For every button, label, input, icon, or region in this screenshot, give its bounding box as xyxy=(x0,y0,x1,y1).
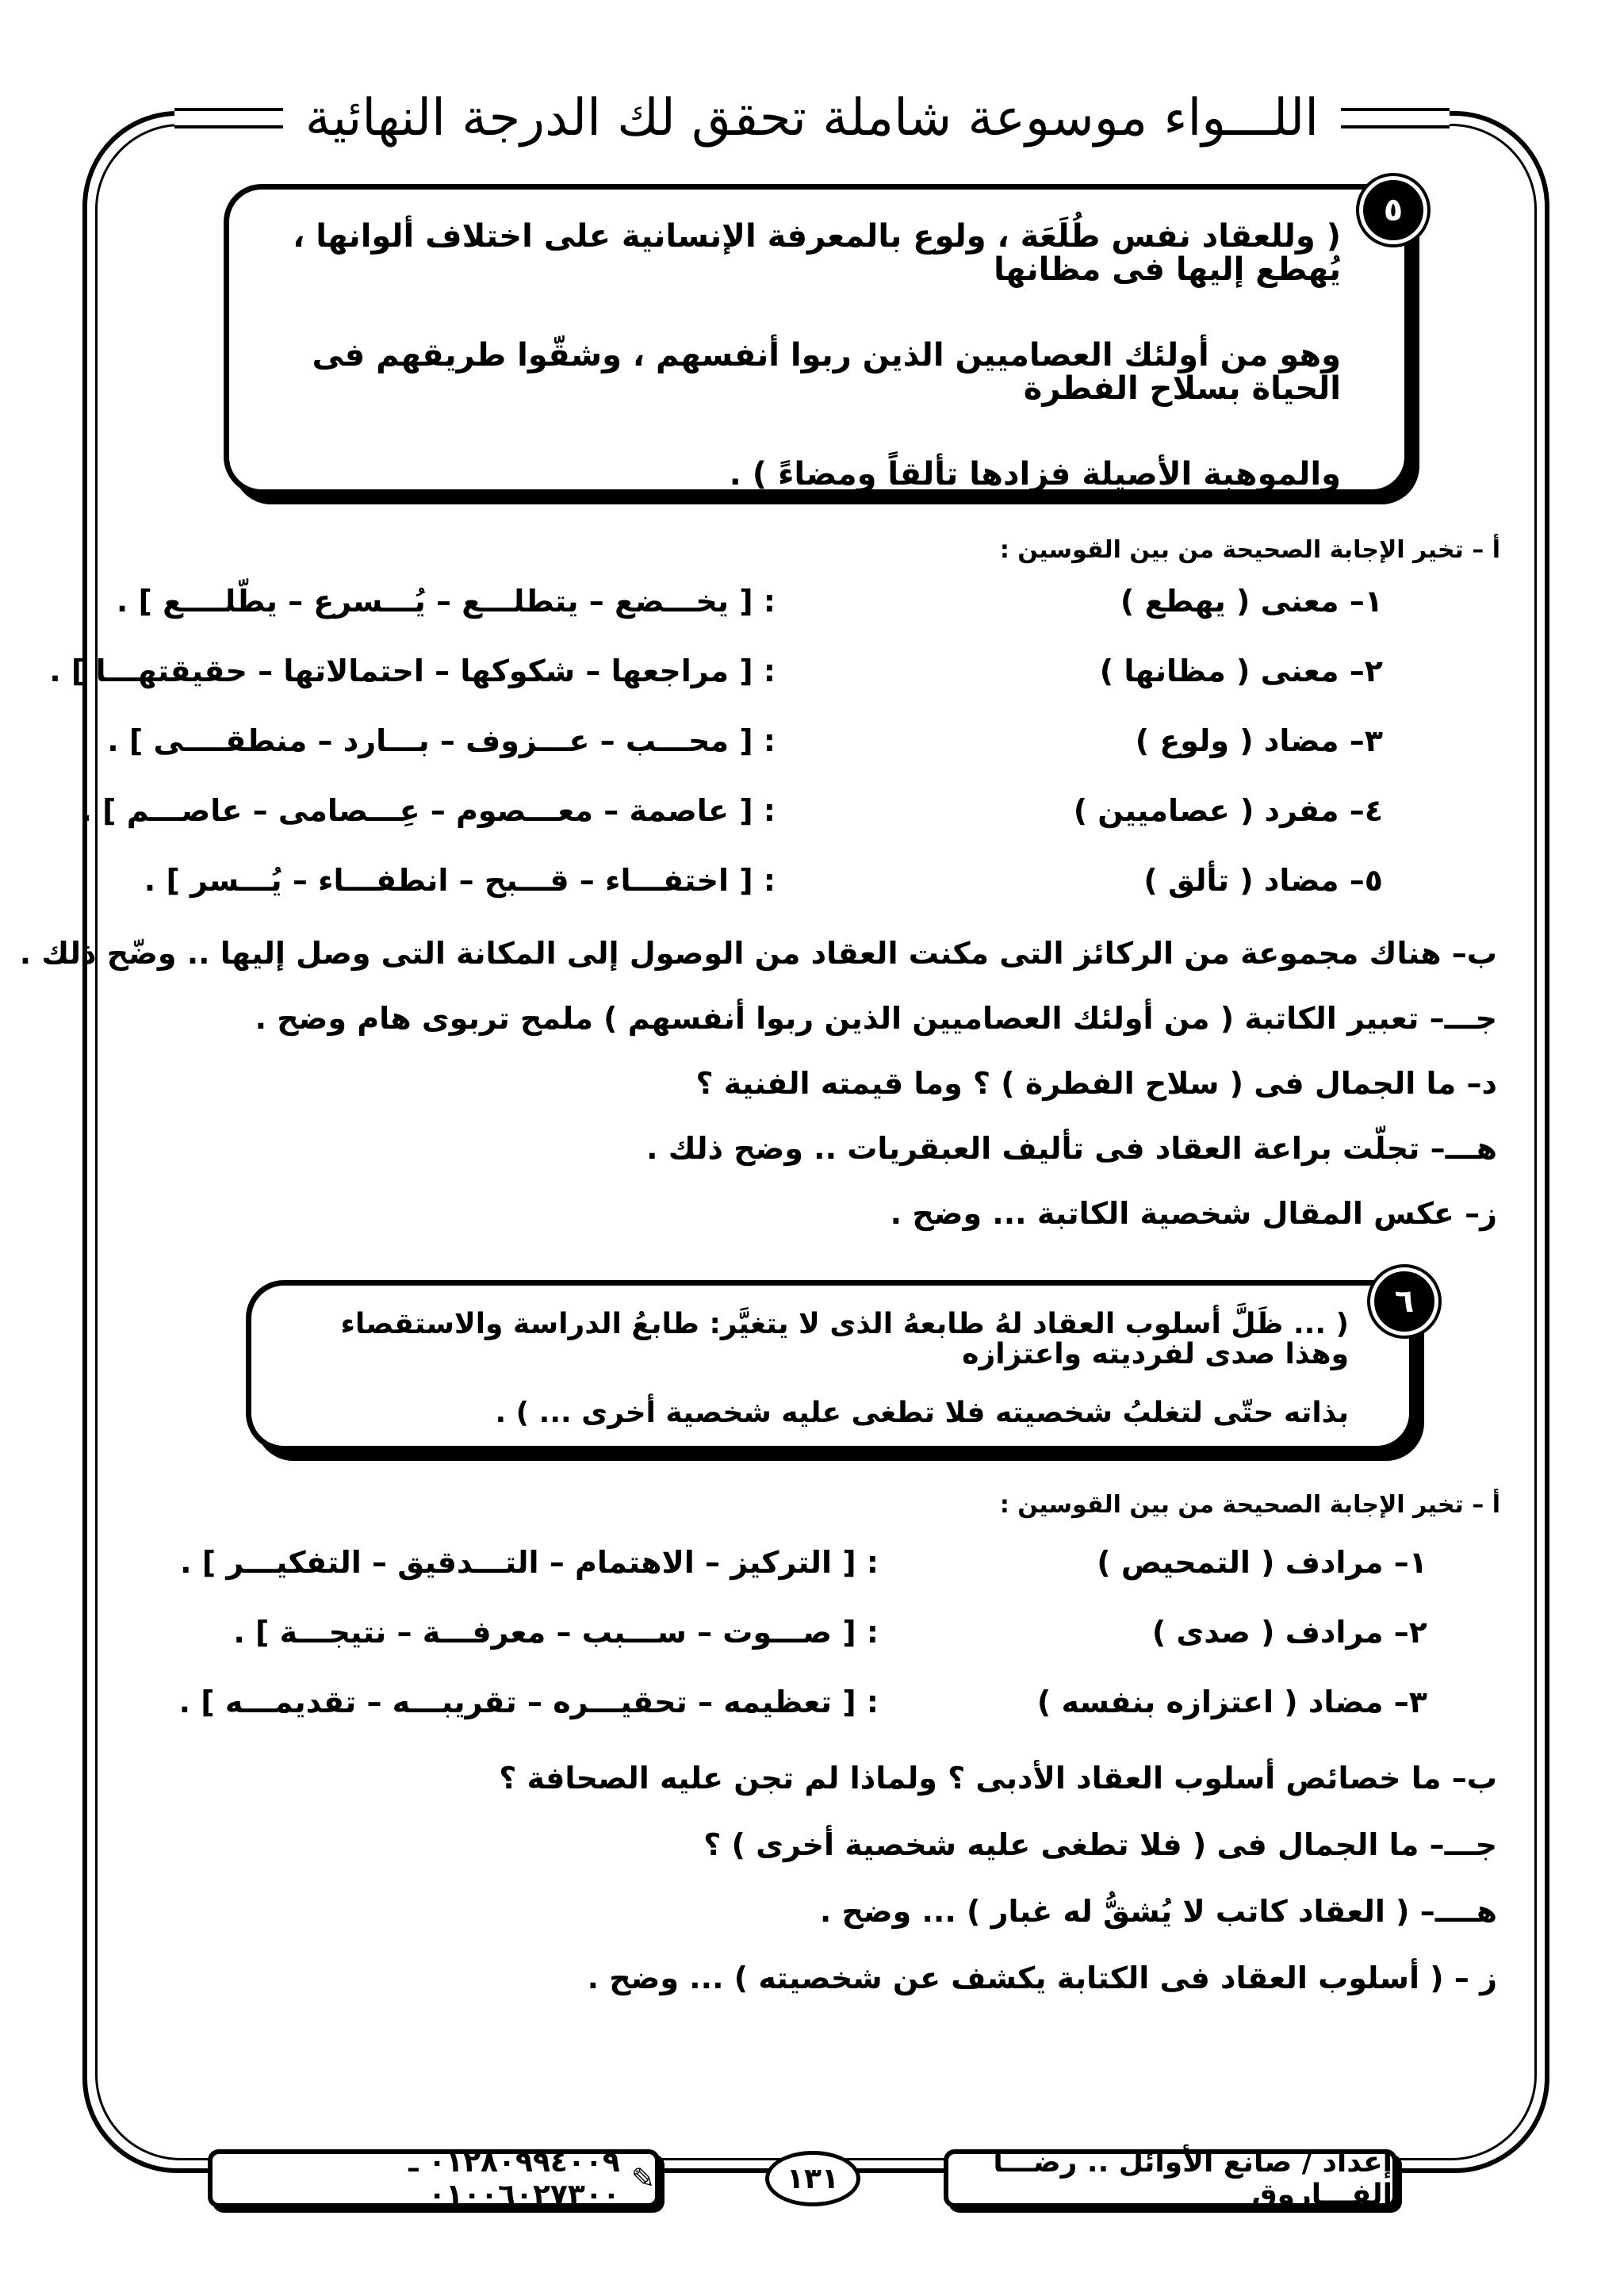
section-6-question-b: ب– ما خصائص أسلوب العقاد الأدبى ؟ ولماذا لم تجن عليه الصحافة ؟ xyxy=(499,1761,1497,1796)
section-6-item-3-opts: : [ تعظيمه – تحقيـــره – تقريبـــه – تقديمـــه ] . xyxy=(178,1685,879,1719)
section-5-instruction: أ – تخير الإجابة الصحيحة من بين القوسين : xyxy=(999,536,1500,564)
section-6-item-3-q: ٣– مضاد ( اعتزازه بنفسه ) xyxy=(1036,1685,1427,1719)
passage-5-line-2: وهو من أولئك العصاميين الذين ربوا أنفسهم ، وشقّوا طريقهم فى الحياة بسلاح الفطرة xyxy=(312,337,1341,407)
section-5-question-j: جـــ– تعبير الكاتبة ( من أولئك العصاميين الذين ربوا أنفسهم ) ملمح تربوى هام وضح . xyxy=(255,1001,1497,1036)
section-5-item-5-q: ٥– مضاد ( تألق ) xyxy=(1143,863,1383,898)
pen-icon: ✎ xyxy=(630,2162,655,2195)
section-5-question-h: هـــ– تجلّت براعة العقاد فى تأليف العبقريات .. وضح ذلك . xyxy=(646,1131,1497,1166)
section-6-question-z: ز – ( أسلوب العقاد فى الكتابة يكشف عن شخصيته ) ... وضح . xyxy=(587,1961,1497,1995)
page-header xyxy=(174,82,1450,154)
section-6-item-1-opts: : [ التركيز – الاهتمام – التـــدقيق – التفكيـــر ] . xyxy=(180,1545,879,1580)
header-bar-right xyxy=(1341,108,1450,128)
passage-6-line-1: ( ... ظَلَّ أسلوب العقاد لهُ طابعهُ الذى لا يتغيَّر: طابعُ الدراسة والاستقصاء وهذا صدى لفرديته واعتزازه xyxy=(340,1308,1349,1370)
section-6-item-2-opts: : [ صـــوت – ســـبب – معرفـــة – نتيجـــة ] . xyxy=(233,1615,879,1650)
footer-phones: ٠١٢٨٠٩٩٤٠٠٩ ـ ٠١٠٠٦٠٢٧٣٠٠ xyxy=(408,2146,620,2211)
section-5-item-4-opts: : [ عاصمة – معـــصوم – عِـــصامى – عاصـــم ] . xyxy=(80,793,776,828)
section-5-item-2-q: ٢– معنى ( مظانها ) xyxy=(1099,654,1383,688)
page-number xyxy=(765,2151,860,2206)
section-6-item-1-q: ١– مرادف ( التمحيص ) xyxy=(1097,1545,1427,1580)
page-number-text: ١٣١ xyxy=(787,2162,839,2195)
footer-phones-box xyxy=(208,2146,660,2211)
section-6-question-j: جـــ– ما الجمال فى ( فلا تطغى عليه شخصية أخرى ) ؟ xyxy=(703,1827,1497,1862)
section-5-question-b: ب– هناك مجموعة من الركائز التى مكنت العقاد من الوصول إلى المكانة التى وصل إليها .. وضّح ذلك . xyxy=(19,936,1497,971)
section-5-question-d: د– ما الجمال فى ( سلاح الفطرة ) ؟ وما قيمته الفنية ؟ xyxy=(695,1066,1497,1101)
section-6-question-h: هــــ– ( العقاد كاتب لا يُشقُّ له غبار ) ... وضح . xyxy=(819,1894,1497,1929)
passage-6-line-2: بذاته حتّى لتغلبُ شخصيته فلا تطغى عليه شخصية أخرى ... ) . xyxy=(495,1396,1349,1429)
section-6-item-2-q: ٢– مرادف ( صدى ) xyxy=(1151,1615,1427,1650)
section-5-item-2-opts: : [ مراجعها – شكوكها – احتمالاتها – حقيقتهـــا ] . xyxy=(49,654,776,688)
section-5-item-3-opts: : [ محـــب – عـــزوف – بـــارد – منطقــــى ] . xyxy=(107,723,776,758)
passage-5-box xyxy=(224,184,1410,495)
footer-author-box xyxy=(944,2146,1397,2211)
section-6-instruction: أ – تخير الإجابة الصحيحة من بين القوسين : xyxy=(999,1491,1500,1519)
passage-6-box xyxy=(246,1280,1415,1451)
passage-5-number: ٥ xyxy=(1359,176,1427,244)
section-5-item-3-q: ٣– مضاد ( ولوع ) xyxy=(1135,723,1383,758)
passage-5-line-1: ( وللعقاد نفس طُلَعَة ، ولوع بالمعرفة الإنسانية على اختلاف ألوانها ، يُهطع إليها فى مظانها xyxy=(293,218,1341,288)
passage-6-number: ٦ xyxy=(1370,1267,1438,1336)
section-5-item-1-opts: : [ يخـــضع – يتطلـــع – يُـــسرع – يطّلــــع ] . xyxy=(116,584,776,619)
section-5-question-z: ز– عكس المقال شخصية الكاتبة ... وضح . xyxy=(890,1196,1497,1231)
passage-5-line-3: والموهبة الأصيلة فزادها تألقاً ومضاءً ) . xyxy=(729,456,1341,493)
section-5-item-1-q: ١– معنى ( يهطع ) xyxy=(1120,584,1383,619)
header-bar-left xyxy=(174,108,283,128)
footer-author: إعداد / صانع الأوائل .. رضـــا الفـــاروق xyxy=(993,2146,1392,2211)
section-5-item-4-q: ٤– مفرد ( عصاميين ) xyxy=(1073,793,1383,828)
header-title: اللـــواء موسوعة شاملة تحقق لك الدرجة النهائية xyxy=(304,89,1320,148)
section-5-item-5-opts: : [ اختفـــاء – قـــبح – انطفـــاء – يُـــسر ] . xyxy=(144,863,776,898)
